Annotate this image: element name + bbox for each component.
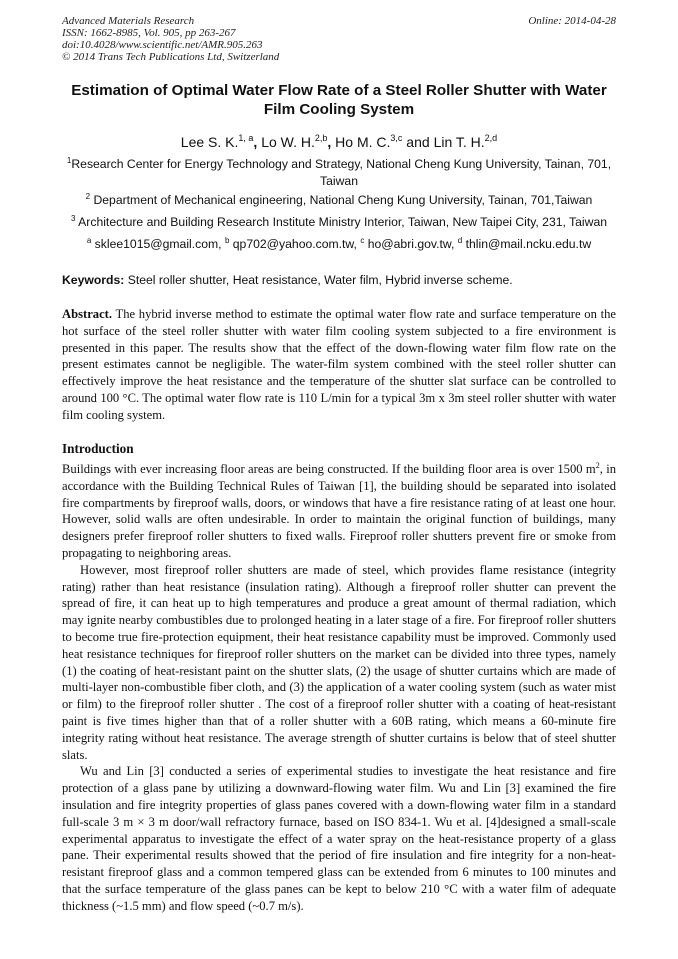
email-superscript: d [457, 236, 463, 245]
author-separator: and [402, 134, 434, 150]
email-superscript: c [360, 236, 365, 245]
keywords-label: Keywords: [62, 273, 125, 287]
affiliation-text: Research Center for Energy Technology and Strategy, National Cheng Kung University, Tainan, 701, Taiwan [71, 157, 612, 188]
paragraph-text: , in accordance with the Building Technical Rules of Taiwan [1], the building should be separated into isolated fire compartments by fireproof walls, doors, or windows that have a fire resistance rating of at least one hour. However, solid walls are often undesirable. In order to maintain the original function of buildings, many designers prefer fireproof roller shutters to fixed walls. Fireproof roller shutters prevent fire or smoke from propagating to neighboring areas. [62, 462, 616, 560]
issn-line: ISSN: 1662-8985, Vol. 905, pp 263-267 [62, 27, 236, 39]
superscript: 2 [595, 461, 600, 470]
email-list [62, 236, 616, 253]
introduction-body [62, 461, 616, 915]
author-name: Lin T. H. [433, 134, 485, 150]
abstract [62, 306, 616, 424]
email-superscript: a [86, 236, 92, 245]
online-date: Online: 2014-04-28 [528, 15, 616, 27]
paragraph [62, 461, 616, 562]
author-name: Ho M. C. [335, 134, 391, 150]
abstract-text: The hybrid inverse method to estimate the optimal water flow rate and surface temperature on the hot surface of the steel roller shutter with water film cooling system subjected to a fire environment is presented in this paper. The results show that the effect of the down-flowing water film flow rate on the present estimates cannot be negligible. The water-film system combined with the steel roller shutter can effectively improve the heat resistance and the temperature of the shutter slat surface can be controlled to around 100 °C. The optimal water flow rate is 110 L/min for a typical 3m x 3m steel roller shutter with water film cooling system. [62, 307, 616, 422]
author-name: Lee S. K. [180, 134, 239, 150]
copyright-line: © 2014 Trans Tech Publications Ltd, Switzerland [62, 51, 280, 63]
keywords-text: Steel roller shutter, Heat resistance, Water film, Hybrid inverse scheme. [124, 273, 513, 287]
affiliation-superscript: 2 [85, 192, 91, 201]
journal-name: Advanced Materials Research [62, 15, 195, 27]
author-separator: , [253, 134, 262, 150]
email-address[interactable]: sklee1015@gmail.com, [91, 237, 225, 251]
affiliation-2 [62, 192, 616, 209]
affiliation-text: Department of Mechanical engineering, National Cheng Kung University, Tainan, 701,Taiwan [90, 193, 593, 207]
paper-title: Estimation of Optimal Water Flow Rate of a Steel Roller Shutter with Water Film Cooling System [71, 82, 607, 118]
author-superscript: 3,c [390, 133, 403, 143]
author-superscript: 2,d [484, 133, 498, 143]
paragraph: Wu and Lin [3] conducted a series of experimental studies to investigate the heat resistance and fire protection of a glass pane by utilizing a downward-flowing water film. Wu and Lin [3] examined the fire insulation and fire integrity properties of glass panes covered with a down-flowing water film in a standard full-scale 3 m × 3 m door/wall refractory furnace, based on ISO 834-1. Wu et al. [4]designed a small-scale experimental apparatus to investigate the effect of a water spray on the heat-resistance property of a glass pane. Their experimental results showed that the period of fire insulation and fire integrity for a non-heat-resistant fireproof glass and a common tempered glass can be extended from 6 minutes to 100 minutes and that the surface temperature of the glass panes can be kept to below 210 °C with a water film of adequate thickness (~1.5 mm) and flow speed (~0.7 m/s). [62, 764, 616, 913]
doi-line: doi:10.4028/www.scientific.net/AMR.905.263 [62, 39, 263, 51]
affiliation-1 [62, 156, 616, 190]
author-separator: , [327, 134, 336, 150]
author-name: Lo W. H. [261, 134, 315, 150]
affiliation-superscript: 3 [71, 214, 76, 223]
affiliation-text: Architecture and Building Research Institute Ministry Interior, Taiwan, New Taipei City, 231, Taiwan [75, 215, 607, 229]
introduction-heading: Introduction [62, 441, 134, 456]
author-list [62, 132, 616, 152]
author-superscript: 1, a [238, 133, 254, 143]
email-address[interactable]: ho@abri.gov.tw, [364, 237, 458, 251]
email-address[interactable]: thlin@mail.ncku.edu.tw [462, 237, 592, 251]
email-address[interactable]: qp702@yahoo.com.tw, [229, 237, 361, 251]
paragraph: However, most fireproof roller shutters are made of steel, which provides flame resistance (integrity rating) rather than heat resistance (insulation rating). Although a fireproof roller shutter can prevent the spread of fire, it can heat up to high temperatures and produce a great amount of thermal radiation, which may ignite nearby combustibles due to prolonged heating in a later stage of a fire. For fireproof roller shutters to become true fire-protection equipment, their heat resistance capability must be improved. Commonly used heat resistance techniques for fireproof roller shutters on the market can be divided into three types, namely (1) the coating of heat-resistant paint on the shutter slats, (2) the usage of shutter curtains which are made of multi-layer non-combustible fiber cloth, and (3) the application of a water cooling system (such as water mist or film) to the fireproof roller shutter . The cost of a fireproof roller shutter with a coating of heat-resistant paint is five times higher than that of a roller shutter with a 60B rating, which means a 60-minute fire integrity rating without heat resistance. The average strength of shutter curtains is below that of steel shutter slats. [62, 562, 616, 762]
abstract-label: Abstract. [62, 307, 113, 321]
affiliation-3 [62, 214, 616, 231]
email-superscript: b [224, 236, 230, 245]
author-superscript: 2,b [314, 133, 328, 143]
journal-header [62, 15, 616, 63]
keywords [62, 272, 616, 289]
affiliation-superscript: 1 [66, 156, 72, 165]
paragraph-text: Buildings with ever increasing floor areas are being constructed. If the building floor area is over 1500 m [62, 462, 596, 476]
